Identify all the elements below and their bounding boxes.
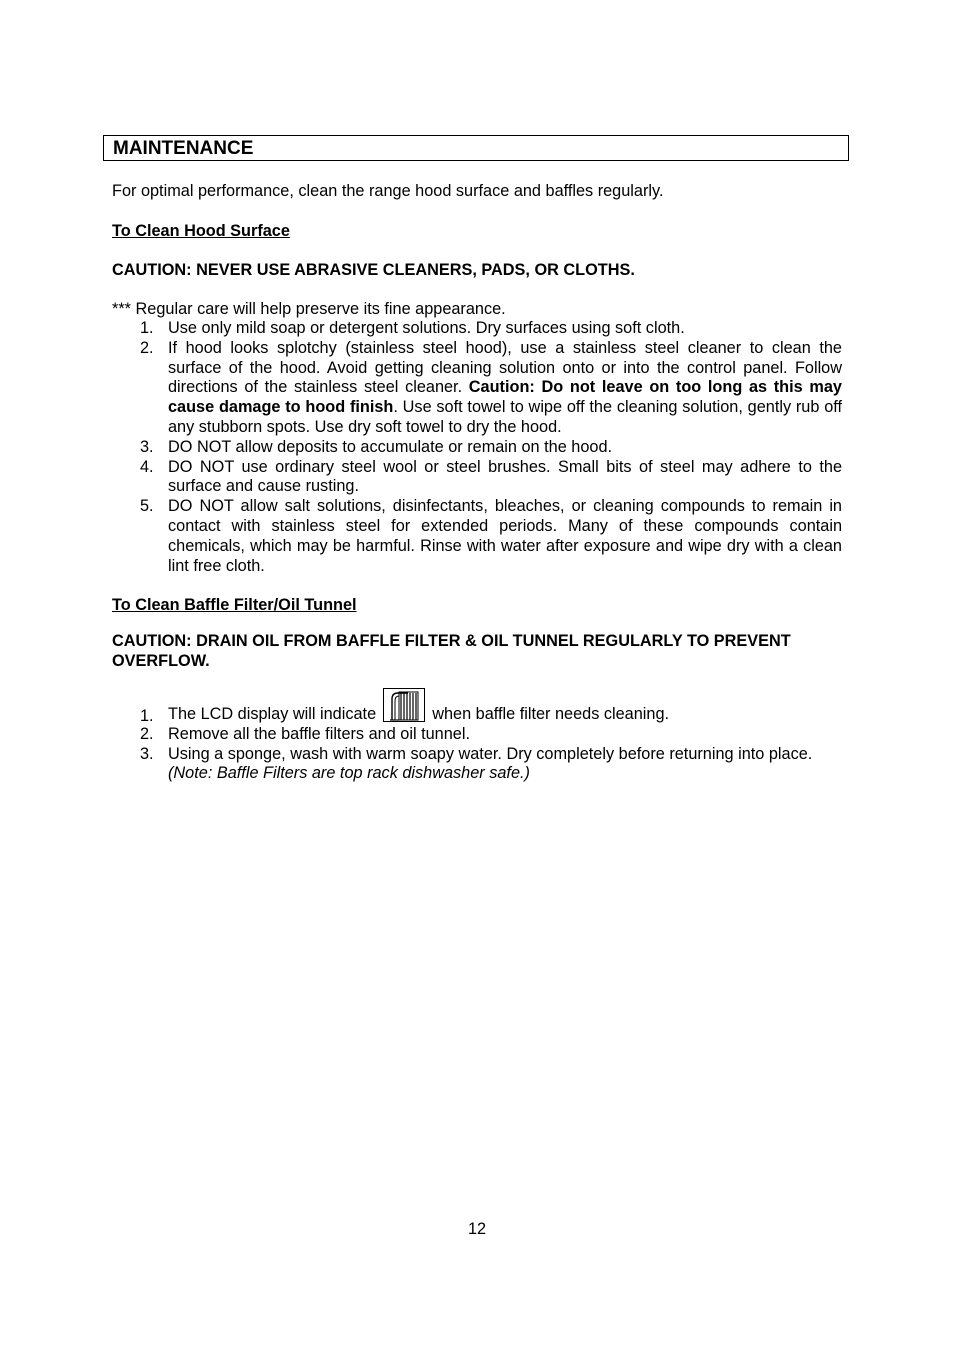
- list-item: [112, 319, 842, 339]
- step-number: 3.: [140, 744, 154, 763]
- dishwasher-note: (Note: Baffle Filters are top rack dishwasher safe.): [168, 764, 530, 783]
- hood-surface-heading: To Clean Hood Surface: [112, 222, 290, 240]
- step-text: Remove all the baffle filters and oil tunnel.: [168, 724, 470, 743]
- step-text: DO NOT allow deposits to accumulate or remain on the hood.: [168, 437, 613, 456]
- baffle-steps: [112, 688, 842, 784]
- step-text: Using a sponge, wash with warm soapy water. Dry completely before returning into place.: [168, 744, 813, 763]
- list-item: [112, 458, 842, 498]
- step-number: 3.: [140, 437, 154, 456]
- step-text: when baffle filter needs cleaning.: [432, 705, 670, 723]
- list-item: [112, 339, 842, 438]
- step-text: DO NOT use ordinary steel wool or steel brushes. Small bits of steel may adhere to the surface and cause rusting.: [168, 457, 842, 496]
- intro-text: For optimal performance, clean the range hood surface and baffles regularly.: [112, 182, 664, 200]
- step-number: 1.: [140, 707, 154, 725]
- step-text: DO NOT allow salt solutions, disinfectants, bleaches, or cleaning compounds to remain in contact with stainless steel for extended periods. Many of these compounds contain chemicals, which may be harmful. Rinse with water after exposure and wipe dry with a clean lint free cloth.: [168, 497, 842, 575]
- list-item: [112, 688, 842, 725]
- step-text: Use only mild soap or detergent solutions. Dry surfaces using soft cloth.: [168, 319, 685, 337]
- hood-surface-steps: [112, 319, 842, 576]
- section-title: MAINTENANCE: [103, 135, 849, 161]
- baffle-heading: To Clean Baffle Filter/Oil Tunnel: [112, 596, 357, 614]
- step-caution-text: Caution: Do not leave on too long as this may cause damage to hood finish: [168, 378, 842, 417]
- step-number: 5.: [140, 497, 154, 516]
- baffle-filter-icon: [383, 688, 425, 722]
- list-item: [112, 725, 842, 745]
- step-text: . Use soft towel to wipe off the cleaning solution, gently rub off any stubborn spots. Use dry soft towel to dry the hood.: [168, 398, 842, 436]
- step-number: 4.: [140, 457, 154, 476]
- list-item: [112, 745, 842, 785]
- step-number: 2.: [140, 724, 154, 743]
- list-item: [112, 438, 842, 458]
- list-item: [112, 497, 842, 576]
- step-text: If hood looks splotchy (stainless steel hood), use a stainless steel cleaner to clean the surface of the hood. Avoid getting cleaning solution onto or into the control panel. Follow directions of the stainless steel cleaner.: [168, 338, 842, 397]
- hood-surface-caution: CAUTION: NEVER USE ABRASIVE CLEANERS, PADS, OR CLOTHS.: [112, 261, 635, 279]
- baffle-caution: CAUTION: DRAIN OIL FROM BAFFLE FILTER & OIL TUNNEL REGULARLY TO PREVENT OVERFLOW.: [112, 632, 791, 670]
- page-number: 12: [467, 1220, 487, 1238]
- step-number: 2.: [140, 338, 154, 357]
- care-note: *** Regular care will help preserve its fine appearance.: [112, 300, 506, 318]
- step-number: 1.: [140, 319, 154, 337]
- step-text: The LCD display will indicate: [168, 705, 377, 723]
